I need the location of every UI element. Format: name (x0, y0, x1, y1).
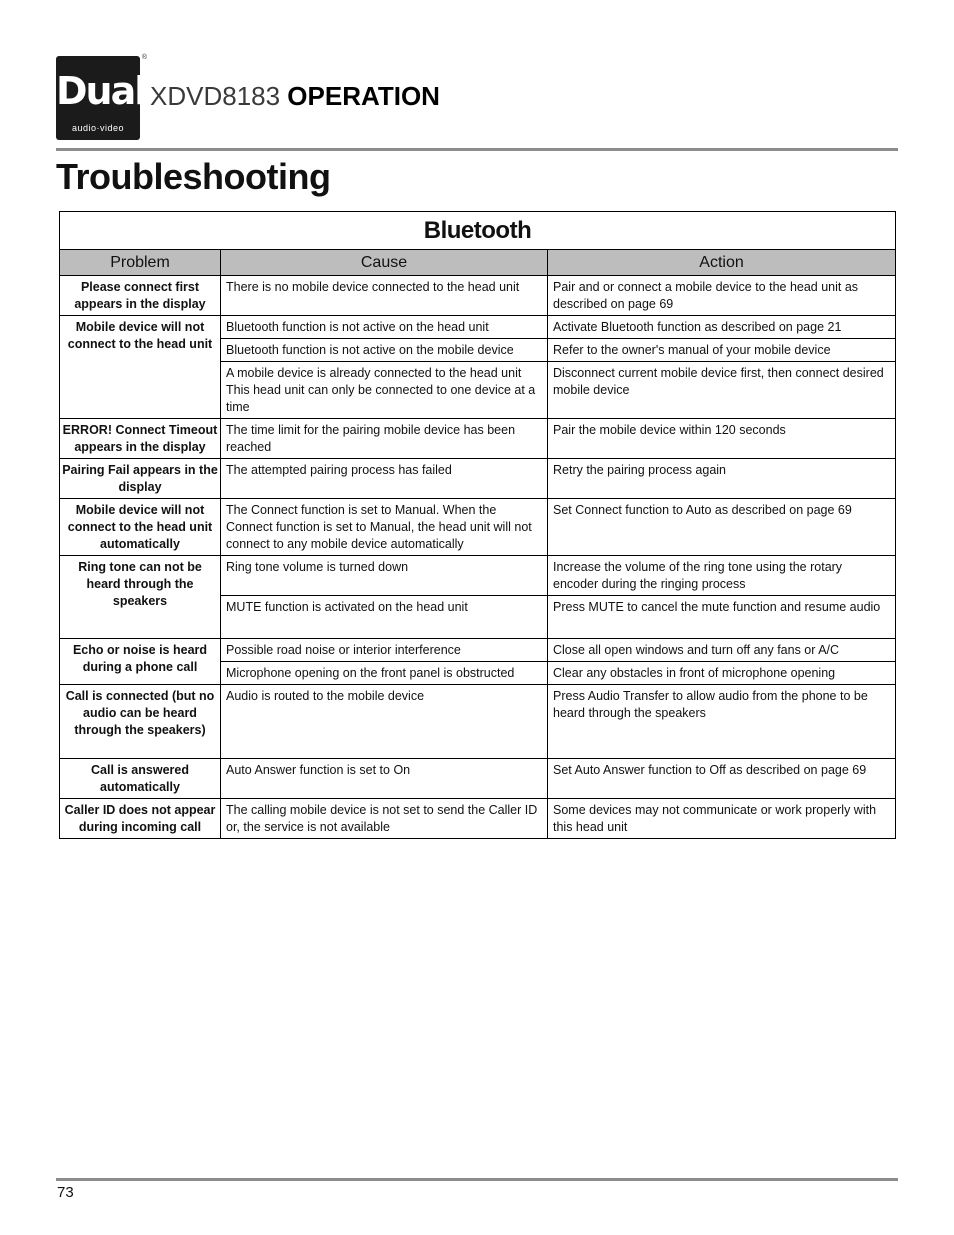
cause-cell: Possible road noise or interior interference (221, 639, 548, 662)
cause-cell: The attempted pairing process has failed (221, 459, 548, 499)
page-title: Troubleshooting (56, 156, 331, 197)
action-cell: Some devices may not communicate or work properly with this head unit (548, 799, 896, 839)
header-title (150, 80, 440, 112)
problem-cell: Echo or noise is heard during a phone call (60, 639, 221, 685)
registered-mark: ® (141, 54, 147, 61)
table-row (60, 556, 896, 596)
cause-cell: Ring tone volume is turned down (221, 556, 548, 596)
table-row (60, 419, 896, 459)
page-number: 73 (57, 1184, 74, 1201)
problem-cell: Call is answered automatically (60, 759, 221, 799)
dual-logo (56, 54, 147, 140)
action-cell: Clear any obstacles in front of microphone opening (548, 662, 896, 685)
troubleshooting-table (59, 211, 896, 839)
table-body (60, 276, 896, 839)
section-title: Bluetooth (60, 212, 896, 250)
cause-cell: Bluetooth function is not active on the head unit (221, 316, 548, 339)
table-row (60, 759, 896, 799)
action-cell: Increase the volume of the ring tone using the rotary encoder during the ringing process (548, 556, 896, 596)
operation-label: OPERATION (280, 81, 440, 111)
cause-cell: MUTE function is activated on the head unit (221, 596, 548, 639)
action-cell: Pair and or connect a mobile device to the head unit as described on page 69 (548, 276, 896, 316)
column-header-problem: Problem (60, 250, 221, 276)
logo-subtitle: audio·video (71, 123, 125, 133)
cause-cell: The Connect function is set to Manual. When the Connect function is set to Manual, the head unit will not connect to any mobile device automatically (221, 499, 548, 556)
action-cell: Retry the pairing process again (548, 459, 896, 499)
table-row (60, 459, 896, 499)
problem-cell: Please connect first appears in the display (60, 276, 221, 316)
cause-cell: Microphone opening on the front panel is obstructed (221, 662, 548, 685)
problem-cell: Caller ID does not appear during incoming call (60, 799, 221, 839)
header-divider (56, 148, 898, 151)
action-cell: Set Auto Answer function to Off as described on page 69 (548, 759, 896, 799)
column-header-cause: Cause (221, 250, 548, 276)
cause-cell: There is no mobile device connected to the head unit (221, 276, 548, 316)
column-header-action: Action (548, 250, 896, 276)
action-cell: Pair the mobile device within 120 seconds (548, 419, 896, 459)
action-cell: Activate Bluetooth function as described on page 21 (548, 316, 896, 339)
model-number: XDVD8183 (150, 81, 281, 111)
problem-cell: Call is connected (but no audio can be heard through the speakers) (60, 685, 221, 759)
footer-divider (56, 1178, 898, 1181)
cause-cell: The time limit for the pairing mobile device has been reached (221, 419, 548, 459)
action-cell: Press Audio Transfer to allow audio from the phone to be heard through the speakers (548, 685, 896, 759)
logo-wordmark: Dual (56, 69, 146, 113)
action-cell: Disconnect current mobile device first, then connect desired mobile device (548, 362, 896, 419)
table-row (60, 685, 896, 759)
problem-cell: ERROR! Connect Timeout appears in the display (60, 419, 221, 459)
table-row (60, 316, 896, 339)
table-row (60, 499, 896, 556)
table-row (60, 639, 896, 662)
action-cell: Press MUTE to cancel the mute function and resume audio (548, 596, 896, 639)
problem-cell: Mobile device will not connect to the head unit automatically (60, 499, 221, 556)
cause-cell: A mobile device is already connected to the head unit This head unit can only be connected to one device at a time (221, 362, 548, 419)
cause-cell: The calling mobile device is not set to send the Caller ID or, the service is not available (221, 799, 548, 839)
problem-cell: Pairing Fail appears in the display (60, 459, 221, 499)
table-row (60, 276, 896, 316)
action-cell: Set Connect function to Auto as described on page 69 (548, 499, 896, 556)
action-cell: Refer to the owner's manual of your mobile device (548, 339, 896, 362)
cause-cell: Auto Answer function is set to On (221, 759, 548, 799)
problem-cell: Ring tone can not be heard through the speakers (60, 556, 221, 639)
cause-cell: Audio is routed to the mobile device (221, 685, 548, 759)
cause-cell: Bluetooth function is not active on the mobile device (221, 339, 548, 362)
problem-cell: Mobile device will not connect to the head unit (60, 316, 221, 419)
action-cell: Close all open windows and turn off any fans or A/C (548, 639, 896, 662)
table-row (60, 799, 896, 839)
